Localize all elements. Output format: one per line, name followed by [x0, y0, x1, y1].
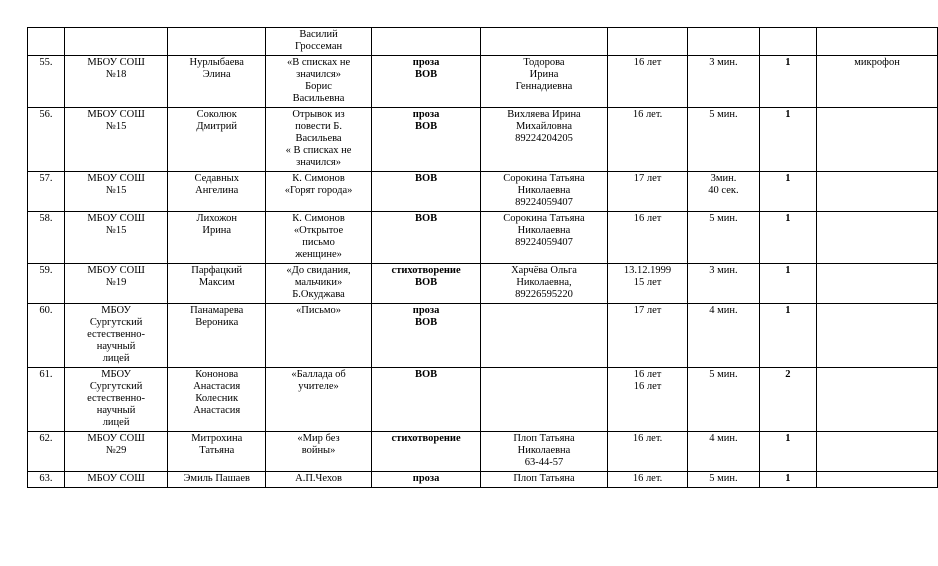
- cell-work-line: А.П.Чехов: [295, 473, 342, 484]
- cell-participant-line: Ирина: [202, 225, 232, 236]
- cell-nomination: [371, 304, 480, 368]
- cell-time: [688, 56, 759, 108]
- cell-institution-line: естественно-: [87, 329, 146, 340]
- cell-work-line: «В списках не: [286, 57, 351, 68]
- cell-participant: [168, 212, 266, 264]
- cell-supervisor-line: Вихляева Ирина: [507, 109, 581, 120]
- cell-count-line: 1: [785, 173, 791, 184]
- cell-participant-line: Митрохина: [191, 433, 243, 444]
- cell-work-line: письмо: [302, 237, 335, 248]
- cell-participant: [168, 56, 266, 108]
- cell-work-line: К. Симонов: [292, 213, 345, 224]
- cell-supervisor-line: Тодорова: [523, 57, 565, 68]
- cell-nomination-line: проза: [412, 109, 440, 120]
- cell-participant-line: Эмиль Пашаев: [183, 473, 250, 484]
- cell-institution-line: МБОУ: [101, 305, 131, 316]
- cell-supervisor: [481, 472, 608, 488]
- cell-nomination-line: проза: [412, 57, 440, 68]
- cell-supervisor-line: Плоп Татьяна: [513, 473, 575, 484]
- cell-supervisor-line: Сорокина Татьяна: [503, 173, 585, 184]
- cell-institution-line: №29: [105, 445, 127, 456]
- cell-time: [688, 28, 759, 56]
- cell-institution-line: Сургутский: [89, 381, 143, 392]
- cell-nomination: [371, 472, 480, 488]
- cell-participant-line: Анастасия: [193, 381, 241, 392]
- cell-work: [266, 212, 372, 264]
- cell-supervisor-line: Николаевна,: [516, 277, 572, 288]
- cell-work-line: Гроссеман: [294, 41, 343, 52]
- cell-time: [688, 172, 759, 212]
- cell-supervisor: [481, 368, 608, 432]
- cell-count: [759, 212, 817, 264]
- cell-institution-line: №15: [105, 121, 127, 132]
- cell-age-line: 16 лет: [633, 381, 662, 392]
- cell-count: [759, 472, 817, 488]
- cell-work: [266, 108, 372, 172]
- cell-number-line: 55.: [39, 57, 53, 68]
- cell-time: [688, 264, 759, 304]
- cell-participant-line: Лихожон: [196, 213, 237, 224]
- cell-work-line: войны»: [301, 445, 336, 456]
- cell-age: [607, 432, 688, 472]
- cell-count: [759, 432, 817, 472]
- cell-institution-line: МБОУ СОШ: [87, 213, 145, 224]
- cell-institution-line: научный: [96, 405, 136, 416]
- cell-participant: [168, 264, 266, 304]
- cell-participant-line: Седавных: [194, 173, 239, 184]
- cell-supervisor-line: Харчёва Ольга: [511, 265, 577, 276]
- cell-work-line: Василий: [299, 29, 338, 40]
- cell-time-line: 40 сек.: [708, 185, 739, 196]
- cell-participant-line: Татьяна: [199, 445, 235, 456]
- cell-institution-line: МБОУ СОШ: [87, 109, 145, 120]
- cell-participant-line: Панамарева: [190, 305, 244, 316]
- cell-participant: [168, 108, 266, 172]
- cell-work: [266, 172, 372, 212]
- cell-institution-line: лицей: [102, 353, 130, 364]
- cell-age-line: 16 лет: [633, 213, 662, 224]
- cell-participant-line: Вероника: [195, 317, 239, 328]
- cell-time-line: 5 мин.: [709, 109, 738, 120]
- cell-work-line: «Письмо»: [296, 305, 342, 316]
- cell-nomination: [371, 432, 480, 472]
- cell-nomination: [371, 368, 480, 432]
- cell-number-line: 56.: [39, 109, 53, 120]
- table-row: [28, 432, 938, 472]
- cell-institution-line: Сургутский: [89, 317, 143, 328]
- cell-age-line: 16 лет.: [632, 433, 663, 444]
- cell-equipment: [817, 108, 938, 172]
- cell-work-line: женщине»: [295, 249, 342, 260]
- cell-equipment: [817, 56, 938, 108]
- cell-number-line: 62.: [39, 433, 53, 444]
- cell-supervisor-line: Михайловна: [515, 121, 573, 132]
- cell-work-line: «До свидания,: [286, 265, 351, 276]
- cell-count-line: 1: [785, 265, 791, 276]
- cell-nomination-line: стихотворение: [391, 433, 461, 444]
- cell-nomination: [371, 56, 480, 108]
- cell-age-line: 16 лет: [633, 369, 662, 380]
- cell-count: [759, 56, 817, 108]
- cell-nomination: [371, 28, 480, 56]
- cell-age-line: 15 лет: [633, 277, 662, 288]
- cell-count-line: 1: [785, 57, 791, 68]
- cell-nomination-line: ВОВ: [415, 213, 438, 224]
- cell-institution-line: лицей: [102, 417, 130, 428]
- cell-work: [266, 304, 372, 368]
- cell-count: [759, 28, 817, 56]
- cell-supervisor-line: 63-44-57: [524, 457, 564, 468]
- table-row: [28, 368, 938, 432]
- cell-supervisor-line: Николаевна: [517, 445, 571, 456]
- cell-age-line: 17 лет: [633, 305, 662, 316]
- cell-supervisor: [481, 108, 608, 172]
- cell-number-line: 57.: [39, 173, 53, 184]
- cell-work-line: повести Б.: [295, 121, 342, 132]
- cell-institution: [64, 304, 168, 368]
- cell-time-line: 4 мин.: [709, 305, 738, 316]
- cell-participant: [168, 304, 266, 368]
- cell-number: [28, 108, 65, 172]
- cell-institution-line: МБОУ СОШ: [87, 265, 145, 276]
- cell-participant: [168, 432, 266, 472]
- cell-work-line: «Открытое: [293, 225, 344, 236]
- cell-time-line: 5 мин.: [709, 369, 738, 380]
- cell-nomination: [371, 212, 480, 264]
- cell-count: [759, 368, 817, 432]
- cell-equipment: [817, 212, 938, 264]
- cell-supervisor-line: Ирина: [529, 69, 559, 80]
- cell-supervisor-line: Сорокина Татьяна: [503, 213, 585, 224]
- cell-number: [28, 28, 65, 56]
- cell-institution: [64, 172, 168, 212]
- cell-number: [28, 304, 65, 368]
- cell-nomination: [371, 172, 480, 212]
- cell-work-line: значился»: [296, 69, 341, 80]
- cell-institution-line: МБОУ СОШ: [87, 473, 145, 484]
- cell-supervisor: [481, 28, 608, 56]
- cell-institution: [64, 56, 168, 108]
- cell-participant-line: Ангелина: [195, 185, 239, 196]
- cell-age-line: 16 лет.: [632, 109, 663, 120]
- cell-supervisor-line: Николаевна: [517, 185, 571, 196]
- cell-institution-line: МБОУ: [101, 369, 131, 380]
- cell-number: [28, 472, 65, 488]
- cell-equipment: [817, 28, 938, 56]
- cell-time-line: 5 мин.: [709, 213, 738, 224]
- cell-institution-line: №19: [105, 277, 127, 288]
- cell-equipment: [817, 432, 938, 472]
- cell-number: [28, 264, 65, 304]
- cell-number: [28, 212, 65, 264]
- table-row: [28, 172, 938, 212]
- cell-age: [607, 56, 688, 108]
- cell-age-line: 17 лет: [633, 173, 662, 184]
- cell-work: [266, 28, 372, 56]
- cell-institution: [64, 472, 168, 488]
- cell-age-line: 16 лет.: [632, 473, 663, 484]
- cell-supervisor: [481, 304, 608, 368]
- cell-work: [266, 264, 372, 304]
- cell-time-line: 3мин.: [710, 173, 737, 184]
- cell-participant-line: Парфацкий: [191, 265, 243, 276]
- cell-nomination-line: ВОВ: [415, 173, 438, 184]
- cell-institution-line: №15: [105, 185, 127, 196]
- cell-participant: [168, 28, 266, 56]
- cell-number: [28, 432, 65, 472]
- cell-work: [266, 472, 372, 488]
- cell-supervisor-line: 89224059407: [515, 237, 573, 248]
- cell-equipment: [817, 264, 938, 304]
- cell-number: [28, 172, 65, 212]
- cell-supervisor: [481, 172, 608, 212]
- cell-supervisor-line: Николаевна: [517, 225, 571, 236]
- table-row: [28, 108, 938, 172]
- table-row: [28, 212, 938, 264]
- cell-institution: [64, 368, 168, 432]
- cell-equipment: [817, 472, 938, 488]
- cell-time: [688, 212, 759, 264]
- cell-work-line: Борис: [305, 81, 332, 92]
- cell-nomination-line: стихотворение: [391, 265, 461, 276]
- cell-supervisor-line: 89224204205: [515, 133, 573, 144]
- cell-equipment: [817, 172, 938, 212]
- cell-nomination-line: проза: [412, 473, 440, 484]
- cell-count-line: 1: [785, 305, 791, 316]
- cell-participant-line: Нурлыбаева: [189, 57, 244, 68]
- cell-time-line: 4 мин.: [709, 433, 738, 444]
- cell-nomination-line: ВОВ: [415, 369, 438, 380]
- cell-number: [28, 56, 65, 108]
- cell-time: [688, 304, 759, 368]
- cell-equipment: [817, 304, 938, 368]
- cell-supervisor: [481, 432, 608, 472]
- cell-institution-line: научный: [96, 341, 136, 352]
- cell-work-line: Б.Окуджава: [292, 289, 345, 300]
- cell-number-line: 61.: [39, 369, 53, 380]
- cell-supervisor-line: 89226595220: [515, 289, 573, 300]
- cell-work-line: значился»: [296, 157, 341, 168]
- cell-work-line: «Баллада об: [291, 369, 346, 380]
- cell-equipment: [817, 368, 938, 432]
- table-row: [28, 28, 938, 56]
- cell-nomination-line: ВОВ: [415, 121, 438, 132]
- cell-work: [266, 432, 372, 472]
- cell-participant-line: Кононова: [195, 369, 239, 380]
- table-row: [28, 304, 938, 368]
- cell-work-line: «Горят города»: [284, 185, 353, 196]
- cell-count: [759, 172, 817, 212]
- cell-supervisor-line: Геннадиевна: [515, 81, 573, 92]
- cell-time-line: 3 мин.: [709, 265, 738, 276]
- cell-number-line: 60.: [39, 305, 53, 316]
- cell-participant-line: Анастасия: [193, 405, 241, 416]
- cell-time-line: 5 мин.: [709, 473, 738, 484]
- cell-institution-line: МБОУ СОШ: [87, 57, 145, 68]
- cell-work-line: Васильева: [295, 133, 342, 144]
- cell-work: [266, 56, 372, 108]
- cell-age: [607, 108, 688, 172]
- cell-nomination: [371, 108, 480, 172]
- cell-count-line: 1: [785, 433, 791, 444]
- cell-age: [607, 28, 688, 56]
- cell-age-line: 13.12.1999: [623, 265, 672, 276]
- cell-time: [688, 368, 759, 432]
- cell-participant: [168, 172, 266, 212]
- cell-institution: [64, 432, 168, 472]
- cell-count: [759, 264, 817, 304]
- cell-institution: [64, 108, 168, 172]
- cell-supervisor-line: 89224059407: [515, 197, 573, 208]
- cell-nomination-line: ВОВ: [415, 317, 438, 328]
- cell-time: [688, 108, 759, 172]
- cell-age-line: 16 лет: [633, 57, 662, 68]
- cell-work-line: Отрывок из: [292, 109, 345, 120]
- cell-time: [688, 472, 759, 488]
- cell-work-line: мальчики»: [294, 277, 343, 288]
- cell-age: [607, 212, 688, 264]
- cell-number-line: 63.: [39, 473, 53, 484]
- table-row: [28, 56, 938, 108]
- cell-participant-line: Дмитрий: [196, 121, 238, 132]
- cell-participant-line: Колесник: [195, 393, 239, 404]
- cell-supervisor: [481, 264, 608, 304]
- cell-count-line: 2: [785, 369, 791, 380]
- cell-supervisor: [481, 56, 608, 108]
- cell-institution-line: естественно-: [87, 393, 146, 404]
- cell-age: [607, 264, 688, 304]
- cell-nomination: [371, 264, 480, 304]
- cell-number-line: 59.: [39, 265, 53, 276]
- cell-age: [607, 368, 688, 432]
- cell-participant: [168, 472, 266, 488]
- participants-table: [27, 27, 938, 488]
- cell-supervisor: [481, 212, 608, 264]
- cell-institution: [64, 264, 168, 304]
- cell-participant-line: Соколюк: [196, 109, 237, 120]
- table-sheet: [27, 27, 938, 488]
- cell-work: [266, 368, 372, 432]
- cell-nomination-line: ВОВ: [415, 277, 438, 288]
- cell-time: [688, 432, 759, 472]
- cell-work-line: К. Симонов: [292, 173, 345, 184]
- cell-work-line: Васильевна: [292, 93, 345, 104]
- cell-count: [759, 108, 817, 172]
- cell-supervisor-line: Плоп Татьяна: [513, 433, 575, 444]
- table-row: [28, 472, 938, 488]
- cell-count: [759, 304, 817, 368]
- cell-institution-line: МБОУ СОШ: [87, 433, 145, 444]
- cell-work-line: « В списках не: [285, 145, 352, 156]
- cell-number: [28, 368, 65, 432]
- cell-time-line: 3 мин.: [709, 57, 738, 68]
- cell-nomination-line: ВОВ: [415, 69, 438, 80]
- cell-institution-line: №18: [105, 69, 127, 80]
- cell-institution: [64, 28, 168, 56]
- table-body: [28, 28, 938, 488]
- cell-nomination-line: проза: [412, 305, 440, 316]
- cell-institution: [64, 212, 168, 264]
- cell-work-line: учителе»: [298, 381, 339, 392]
- cell-number-line: 58.: [39, 213, 53, 224]
- cell-institution-line: МБОУ СОШ: [87, 173, 145, 184]
- table-row: [28, 264, 938, 304]
- cell-work-line: «Мир без: [297, 433, 340, 444]
- cell-count-line: 1: [785, 473, 791, 484]
- cell-participant-line: Максим: [198, 277, 235, 288]
- cell-institution-line: №15: [105, 225, 127, 236]
- cell-count-line: 1: [785, 213, 791, 224]
- cell-age: [607, 472, 688, 488]
- cell-participant-line: Элина: [202, 69, 231, 80]
- cell-participant: [168, 368, 266, 432]
- cell-equipment-line: микрофон: [854, 57, 900, 68]
- cell-age: [607, 172, 688, 212]
- cell-count-line: 1: [785, 109, 791, 120]
- cell-age: [607, 304, 688, 368]
